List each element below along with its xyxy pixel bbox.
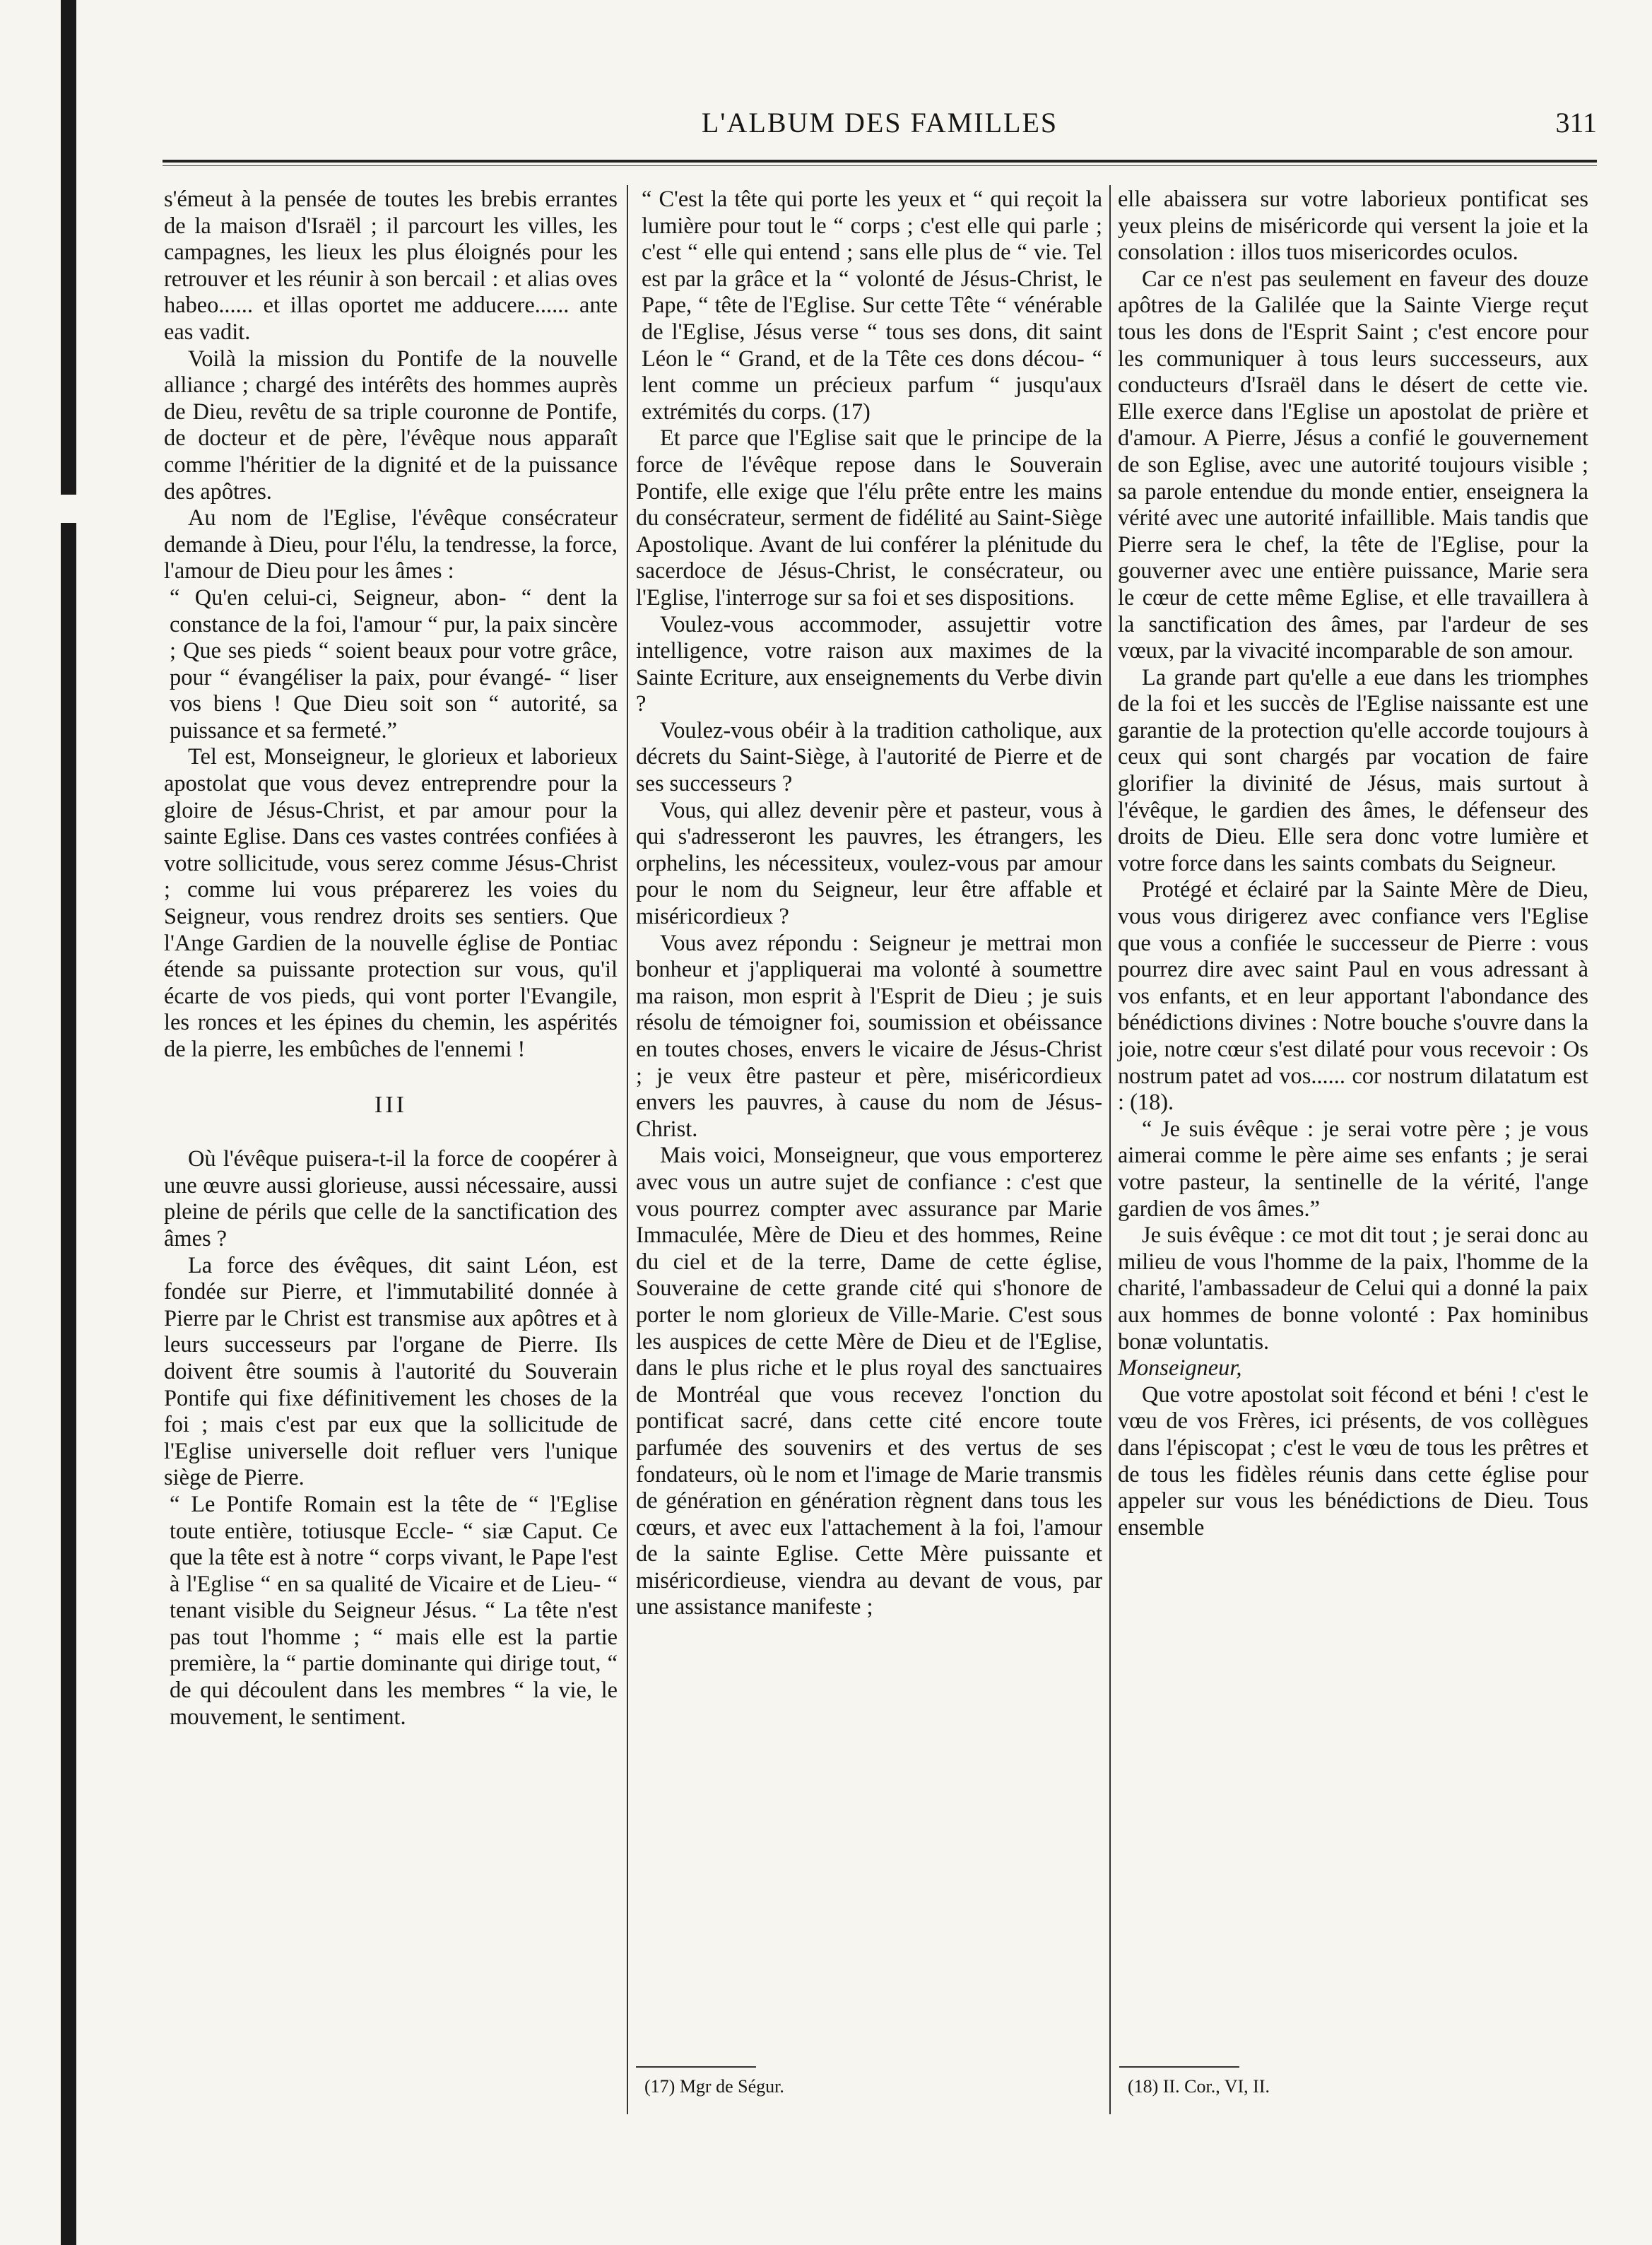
column-divider-2 bbox=[1109, 185, 1111, 2114]
text-column-3 bbox=[1118, 187, 1588, 1541]
section-heading: III bbox=[374, 1091, 407, 1118]
salutation: Monseigneur, bbox=[1118, 1355, 1242, 1381]
paragraph: Protégé et éclairé par la Sainte Mère de Dieu, vous vous dirigerez avec confiance vers l'Eglise que vous a confiée le successeur de Pierre : vous pourrez dire avec saint Paul en vous adressant à vos enfants, et en leur apportant l'abondance des bénédictions divines : Notre bouche s'ouvre dans la joie, notre cœur s'est dilaté pour vous recevoir : Os nostrum patet ad vos...... cor nostrum dilatatum est : (18). bbox=[1118, 877, 1588, 1116]
footnote-rule bbox=[636, 2066, 756, 2068]
footnote-17: (17) Mgr de Ségur. bbox=[644, 2076, 784, 2097]
quote-paragraph: “ Le Pontife Romain est la tête de “ l'Eglise toute entière, totiusque Eccle- “ siæ Caput. Ce que la tête est à notre “ corps vivant, le Pape l'est à l'Eglise “ en sa qualité de Vicaire et de Lieu- “ tenant visible du Seigneur Jésus. “ La tête n'est pas tout l'homme ; “ mais elle est la partie première, la “ partie dominante qui dirige tout, “ de qui découlent dans les membres “ la vie, le mouvement, le sentiment. bbox=[170, 1491, 618, 1730]
quote-paragraph: “ Qu'en celui-ci, Seigneur, abon- “ dent la constance de la foi, l'amour “ pur, la paix sincère ; Que ses pieds “ soient beaux pour votre grâce, pour “ évangéliser la paix, pour évangé- “ liser vos biens ! Que Dieu soit son “ autorité, sa puissance et sa fermeté.” bbox=[170, 584, 618, 743]
paragraph: Vous avez répondu : Seigneur je mettrai mon bonheur et j'appliquerai ma volonté à soumettre ma raison, mon esprit à l'Esprit de Dieu ; je suis résolu de témoigner foi, soumission et obéissance en toutes choses, envers le vicaire de Jésus-Christ ; je veux être pasteur et père, miséricordieux envers les pauvres, à cause du nom de Jésus-Christ. bbox=[636, 930, 1102, 1142]
paragraph: Je suis évêque : ce mot dit tout ; je serai donc au milieu de vous l'homme de la paix, l'homme de la charité, l'ambassadeur de Celui qui a donné la paix aux hommes de bonne volonté : Pax hominibus bonæ voluntatis. bbox=[1118, 1222, 1588, 1355]
paragraph: Que votre apostolat soit fécond et béni ! c'est le vœu de vos Frères, ici présents, de vos collègues dans l'épiscopat ; c'est le vœu de tous les prêtres et de tous les fidèles réunis dans cette église pour appeler sur vous les bénédictions de Dieu. Tous ensemble bbox=[1118, 1381, 1588, 1540]
paragraph: Mais voici, Monseigneur, que vous emporterez avec vous un autre sujet de confiance : c'est que vous pourrez compter avec assurance par Marie Immaculée, Mère de Dieu et des hommes, Reine du ciel et de la terre, Dame de cette église, Souveraine de cette grande cité qui s'honore de porter le nom glorieux de Ville-Marie. C'est sous les auspices de cette Mère de Dieu et de l'Eglise, dans le plus riche et le plus royal des sanctuaires de Montréal que vous recevez l'onction du pontificat sacré, dans cette cité encore toute parfumée des souvenirs et des vertus de ses fondateurs, où le nom et l'image de Marie transmis de génération en génération règnent dans tous les cœurs, et avec eux l'attachement à la foi, l'amour de la sainte Eglise. Cette Mère puissante et miséricordieuse, viendra au devant de vous, par une assistance manifeste ; bbox=[636, 1143, 1102, 1620]
page-number: 311 bbox=[1555, 107, 1597, 139]
paragraph: Tel est, Monseigneur, le glorieux et laborieux apostolat que vous devez entreprendre pour la gloire de Jésus-Christ, et par amour pour la sainte Eglise. Dans ces vastes contrées confiées à votre sollicitude, vous serez comme Jésus-Christ ; comme lui vous préparerez les voies du Seigneur, vous rendrez droits ses sentiers. Que l'Ange Gardien de la nouvelle église de Pontiac étende sa puissante protection sur vous, qu'il écarte de vos pieds, qui vont porter l'Evangile, les ronces et les épines du chemin, les aspérités de la pierre, les embûches de l'ennemi ! bbox=[164, 744, 618, 1062]
text-column-2 bbox=[636, 187, 1102, 1621]
paragraph: Voilà la mission du Pontife de la nouvelle alliance ; chargé des intérêts des hommes auprès de Dieu, revêtu de sa triple couronne de Pontife, de docteur et de père, l'évêque nous apparaît comme l'héritier de la dignité et de la puissance des apôtres. bbox=[164, 346, 618, 505]
quote-paragraph: “ Je suis évêque : je serai votre père ; je vous aimerai comme le père aime ses enfants ; je serai votre pasteur, la sentinelle de la vérité, l'ange gardien de vos âmes.” bbox=[1118, 1116, 1588, 1222]
paragraph: Voulez-vous obéir à la tradition catholique, aux décrets du Saint-Siège, à l'autorité de Pierre et de ses successeurs ? bbox=[636, 717, 1102, 797]
column-divider-1 bbox=[627, 185, 628, 2114]
paragraph: elle abaissera sur votre laborieux pontificat ses yeux pleins de miséricorde qui versent la joie et la consolation : illos tuos misericordes oculos. bbox=[1118, 187, 1588, 266]
quote-paragraph: “ C'est la tête qui porte les yeux et “ qui reçoit la lumière pour tout le “ corps ; c'est elle qui parle ; c'est “ elle qui entend ; sans elle plus de “ vie. Tel est par la grâce et la “ volonté de Jésus-Christ, le Pape, “ tête de l'Eglise. Sur cette Tête “ vénérable de l'Eglise, Jésus verse “ tous ses dons, dit saint Léon le “ Grand, et de la Tête ces dons décou- “ lent comme un précieux parfum “ jusqu'aux extrémités du corps. (17) bbox=[642, 187, 1102, 425]
header-rule bbox=[163, 160, 1597, 163]
text-column-1 bbox=[164, 187, 618, 1731]
paragraph: Voulez-vous accommoder, assujettir votre intelligence, votre raison aux maximes de la Sainte Ecriture, aux enseignements du Verbe divin ? bbox=[636, 611, 1102, 717]
header-rule-thin bbox=[163, 165, 1597, 166]
paragraph: Et parce que l'Eglise sait que le principe de la force de l'évêque repose dans le Souverain Pontife, elle exige que l'élu prête entre les mains du consécrateur, serment de fidélité au Saint-Siège Apostolique. Avant de lui conférer la plénitude du sacerdoce de Jésus-Christ, le consécrateur, ou l'Eglise, l'interroge sur sa foi et ses dispositions. bbox=[636, 425, 1102, 611]
paragraph: Où l'évêque puisera-t-il la force de coopérer à une œuvre aussi glorieuse, aussi nécessaire, aussi pleine de périls que celle de la sanctification des âmes ? bbox=[164, 1146, 618, 1251]
page-header bbox=[163, 106, 1597, 155]
footnote-rule bbox=[1119, 2066, 1239, 2068]
paragraph: Au nom de l'Eglise, l'évêque consécrateur demande à Dieu, pour l'élu, la tendresse, la force, l'amour de Dieu pour les âmes : bbox=[164, 505, 618, 584]
paragraph: La grande part qu'elle a eue dans les triomphes de la foi et les succès de l'Eglise naissante est une garantie de la protection qu'elle accorde toujours à ceux qui sont chargés par vocation de faire glorifier la divinité de Jésus, mais surtout à l'évêque, le gardien des âmes, le défenseur des droits de Dieu. Elle sera donc votre lumière et votre force dans les saints combats du Seigneur. bbox=[1118, 664, 1588, 876]
paragraph: Vous, qui allez devenir père et pasteur, vous à qui s'adresseront les pauvres, les étrangers, les orphelins, les nécessiteux, voulez-vous par amour pour le nom du Seigneur, leur être affable et miséricordieux ? bbox=[636, 797, 1102, 930]
binding-edge bbox=[61, 0, 76, 2245]
paragraph: La force des évêques, dit saint Léon, est fondée sur Pierre, et l'immutabilité donnée à Pierre par le Christ est transmise aux apôtres et à leurs successeurs par l'organe de Pierre. Ils doivent être soumis à l'autorité du Souverain Pontife qui fixe définitivement les choses de la foi ; mais c'est par eux que la sollicitude de l'Eglise universelle doit refluer vers l'unique siège de Pierre. bbox=[164, 1252, 618, 1491]
paragraph: s'émeut à la pensée de toutes les brebis errantes de la maison d'Israël ; il parcourt les villes, les campagnes, les lieux les plus éloignés pour les retrouver et les réunir à son bercail : et alias oves habeo...... et illas oportet me adducere...... ante eas vadit. bbox=[164, 187, 618, 345]
running-title: L'ALBUM DES FAMILLES bbox=[701, 107, 1058, 139]
paragraph: Car ce n'est pas seulement en faveur des douze apôtres de la Galilée que la Sainte Vierge reçut tous les dons de l'Esprit Saint ; c'est encore pour les communiquer à tous leurs successeurs, aux conducteurs d'Israël dans le désert de cette vie. Elle exerce dans l'Eglise un apostolat de prière et d'amour. A Pierre, Jésus a confié le gouvernement de son Eglise, avec une autorité toujours visible ; sa parole entendue du monde entier, enseignera la vérité avec une autorité infaillible. Mais tandis que Pierre sera le chef, la tête de l'Eglise, pour la gouverner avec une entière puissance, Marie sera le cœur de cette même Eglise, et elle travaillera à la sanctification des âmes, par l'ardeur de ses vœux, par la vivacité incomparable de son amour. bbox=[1118, 266, 1588, 664]
binding-edge-gap bbox=[61, 495, 76, 523]
footnote-18: (18) II. Cor., VI, II. bbox=[1128, 2076, 1270, 2097]
